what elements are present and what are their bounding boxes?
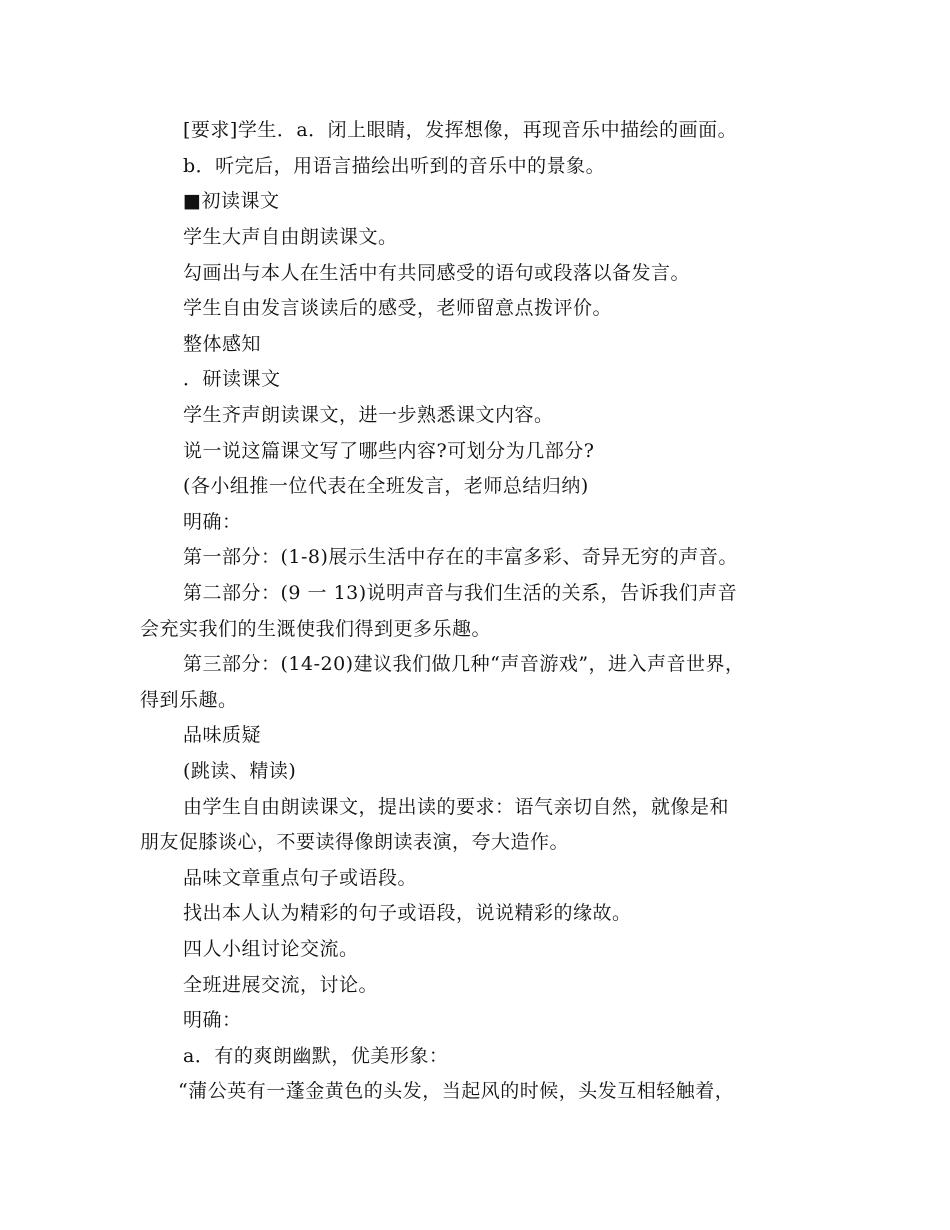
text-line: 朋友促膝谈心，不要读得像朗读表演，夸大造作。 (140, 831, 570, 853)
text-line: 得到乐趣。 (140, 689, 238, 711)
text-line: (各小组推一位代表在全班发言，老师总结归纳) (183, 475, 589, 497)
text-line: “蒲公英有一蓬金黄色的头发，当起风的时候，头发互相轻触着， (178, 1080, 735, 1102)
section-heading: ■初读课文 (183, 190, 280, 212)
text-line: 由学生自由朗读课文，提出读的要求：语气亲切自然，就像是和 (183, 796, 730, 818)
text-line: 第二部分：(9 一 13)说明声音与我们生活的关系，告诉我们声音 (183, 582, 738, 604)
text-line: 明确： (183, 511, 242, 533)
text-line: 学生大声自由朗读课文。 (183, 226, 398, 248)
text-line: 说一说这篇课文写了哪些内容?可划分为几部分? (183, 440, 595, 462)
text-line: 找出本人认为精彩的句子或语段，说说精彩的缘故。 (183, 902, 632, 924)
text-line: 会充实我们的生溉使我们得到更多乐趣。 (140, 618, 492, 640)
text-line: b．听完后，用语言描绘出听到的音乐中的景象。 (183, 155, 606, 177)
text-line: 第三部分：(14-20)建议我们做几种“声音游戏”，进入声音世界， (183, 653, 745, 675)
text-line: 全班进展交流，讨论。 (183, 974, 379, 996)
text-line: [要求]学生．a．闭上眼睛，发挥想像，再现音乐中描绘的画面。 (183, 119, 738, 141)
text-line: 品味文章重点句子或语段。 (183, 867, 418, 889)
text-line: 第一部分：(1-8)展示生活中存在的丰富多彩、奇异无穷的声音。 (183, 546, 738, 568)
text-line: 明确： (183, 1009, 242, 1031)
text-line: 四人小组讨论交流。 (183, 938, 359, 960)
text-line: 学生齐声朗读课文，进一步熟悉课文内容。 (183, 404, 554, 426)
text-line: (跳读、精读) (183, 760, 297, 782)
section-heading: ．研读课文 (183, 368, 281, 390)
text-line: a．有的爽朗幽默，优美形象： (183, 1045, 449, 1067)
text-line: 学生自由发言谈读后的感受，老师留意点拨评价。 (183, 297, 613, 319)
section-heading: 整体感知 (183, 333, 262, 355)
section-heading: 品味质疑 (183, 724, 262, 746)
text-line: 勾画出与本人在生活中有共同感受的语句或段落以备发言。 (183, 262, 691, 284)
